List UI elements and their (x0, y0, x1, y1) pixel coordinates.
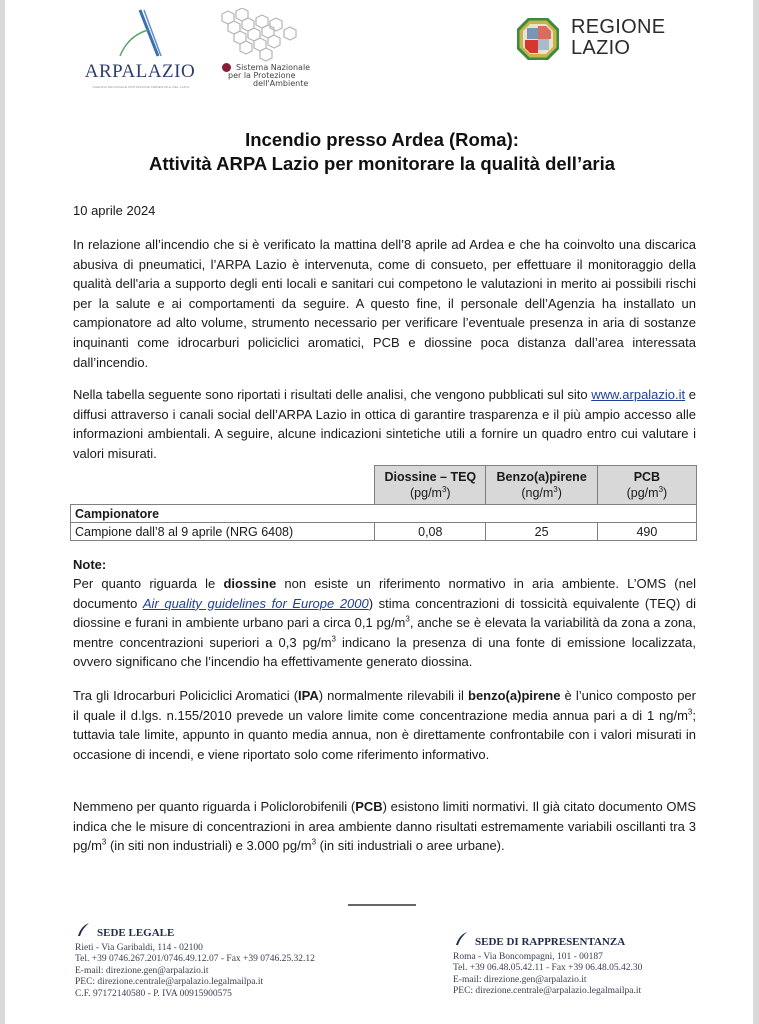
table-section-row (71, 505, 697, 523)
table-header-row (71, 466, 697, 505)
arpa-logo-subtitle: AGENZIA REGIONALE PROTEZIONE AMBIENTALE DEL LAZIO (92, 85, 190, 89)
note-ipa: Tra gli Idrocarburi Policiclici Aromatici (IPA) normalmente rilevabili il benzo(a)pirene è l’unico composto per il quale il d.lgs. n.155/2010 prevede un valore limite come concentrazione media annua pari a di 1 $ng/m^3$; tuttavia tale limite, appunto in quanto media annua, non è direttamente confrontabile con i valori misurati in occasione di incendi, e viene riportato solo come riferimento informativo. (73, 688, 696, 762)
legal-email: E-mail: direzione.gen@arpalazio.it (75, 965, 209, 976)
quill-icon (453, 931, 469, 947)
arpa-logo-text: ARPALAZIO (84, 61, 196, 82)
snpa-logo-text: Sistema Nazionale per la Protezione dell'Ambiente (228, 63, 311, 88)
footer-separator (348, 904, 416, 906)
arpa-a-icon (114, 8, 166, 60)
table-corner-cell (71, 466, 375, 505)
regione-lazio-logo (517, 14, 687, 64)
rep-email: E-mail: direzione.gen@arpalazio.it (453, 974, 587, 985)
footer-sede-rappresentanza: SEDE DI RAPPRESENTANZA Roma - Via Boncompagni, 101 - 00187 Tel. +39 06.48.05.42.11 - Fax +39 06.48.05.42.30 E-mail: direzione.gen@arpalazio.it PEC: direzione.centrale@arpalazio.legalmailpa.it (453, 937, 642, 998)
who-guidelines-link[interactable]: Air quality guidelines for Europe 2000 (142, 595, 369, 611)
regione-logo-text: REGIONE LAZIO (571, 16, 666, 59)
snpa-logo (208, 8, 338, 98)
value-diossine: 0,08 (375, 523, 486, 541)
results-table (70, 465, 697, 541)
note-diossine: Per quanto riguarda le diossine non esiste un riferimento normativo in aria ambiente. L’OMS (nel documento Air quality guidelines for Europe 2000) stima concentrazioni di tossicità equivalente (TEQ) di diossine e furani in ambiente urbano pari a circa 0,1 $pg/m^3$, anche se è elevata la variabilità da zona a zona, mentre concentrazioni superiori a 0,3 $pg/m^3$ indicano la presenza di una fonte di emissione localizzata, ovvero significano che l’incendio ha effettivamente generato diossina. (73, 576, 697, 670)
document-date: 10 aprile 2024 (73, 203, 156, 218)
title-line-1: Incendio presso Ardea (Roma): (245, 129, 519, 150)
header-pcb: PCB $(pg/m^3)$ (597, 466, 696, 505)
arpalazio-logo (81, 8, 201, 98)
sede-legale-title: SEDE LEGALE (97, 928, 315, 940)
document-page (5, 0, 753, 1024)
rep-pec: PEC: direzione.centrale@arpalazio.legalmailpa.it (453, 986, 642, 996)
header-diossine: Diossine – TEQ $(pg/m^3)$ (375, 466, 486, 505)
section-label: Campionatore (71, 505, 697, 523)
arpalazio-website-link[interactable]: www.arpalazio.it (591, 387, 686, 402)
value-pcb: 490 (597, 523, 696, 541)
note-pcb: Nemmeno per quanto riguarda i Policlorobifenili (PCB) esistono limiti normativi. Il già citato documento OMS indica che le misure di concentrazioni in area ambiente danno risultati estremamente variabili oscillanti tra 3 $pg/m^3$ (in siti non industriali) e 3.000 $pg/m^3$ (in siti industriali o aree urbane). (73, 799, 697, 854)
table-row (71, 523, 697, 541)
results-paragraph: Nella tabella seguente sono riportati i risultati delle analisi, che vengono pubblicati sul sito www.arpalazio.it e diffusi attraverso i canali social dell’ARPA Lazio in ottica di garantire trasparenza e il più ampio accesso alle informazioni ambientali. A seguire, alcune indicazioni sintetiche utili a fornire un quadro entro cui valutare i valori misurati. (73, 387, 697, 461)
quill-icon (75, 922, 91, 938)
document-title (5, 128, 759, 176)
footer-sede-legale: SEDE LEGALE Rieti - Via Garibaldi, 114 - 02100 Tel. +39 0746.267.201/0746.49.12.07 - Fax +39 0746.25.32.12 E-mail: direzione.gen@arpalazio.it PEC: direzione.centrale@arpalazio.legalmailpa.it C.F. 97172140580 - P. IVA 00915900575 (75, 928, 315, 1000)
notes-title: Note: (73, 557, 107, 572)
intro-paragraph: In relazione all’incendio che si è verificato la mattina dell’8 aprile ad Ardea e che ha coinvolto una discarica abusiva di pneumatici, l’ARPA Lazio è intervenuta, come di consueto, per effettuare il monitoraggio della qualità dell'aria a supporto degli enti locali e sanitari cui competono le valutazioni in merito ai possibili rischi per la salute e ai comportamenti da seguire. A questo fine, il personale dell’Agenzia ha installato un campionatore ad alto volume, strumento necessario per verificare l’eventuale presenza in aria di sostanze inquinanti come idrocarburi policiclici aromatici, PCB e diossine poca distanza dall’area interessata dall’incendio. (73, 237, 696, 370)
header-benzoapirene: Benzo(a)pirene $(ng/m^3)$ (486, 466, 597, 505)
row-label: Campione dall’8 al 9 aprile (NRG 6408) (71, 523, 375, 541)
legal-pec: PEC: direzione.centrale@arpalazio.legalmailpa.it (75, 977, 264, 987)
regione-emblem-icon (517, 18, 559, 60)
snpa-hexagons-icon (208, 8, 338, 68)
sede-rappresentanza-title: SEDE DI RAPPRESENTANZA (475, 937, 642, 949)
title-line-2: Attività ARPA Lazio per monitorare la qualità dell’aria (148, 153, 616, 174)
value-benzoapirene: 25 (486, 523, 597, 541)
